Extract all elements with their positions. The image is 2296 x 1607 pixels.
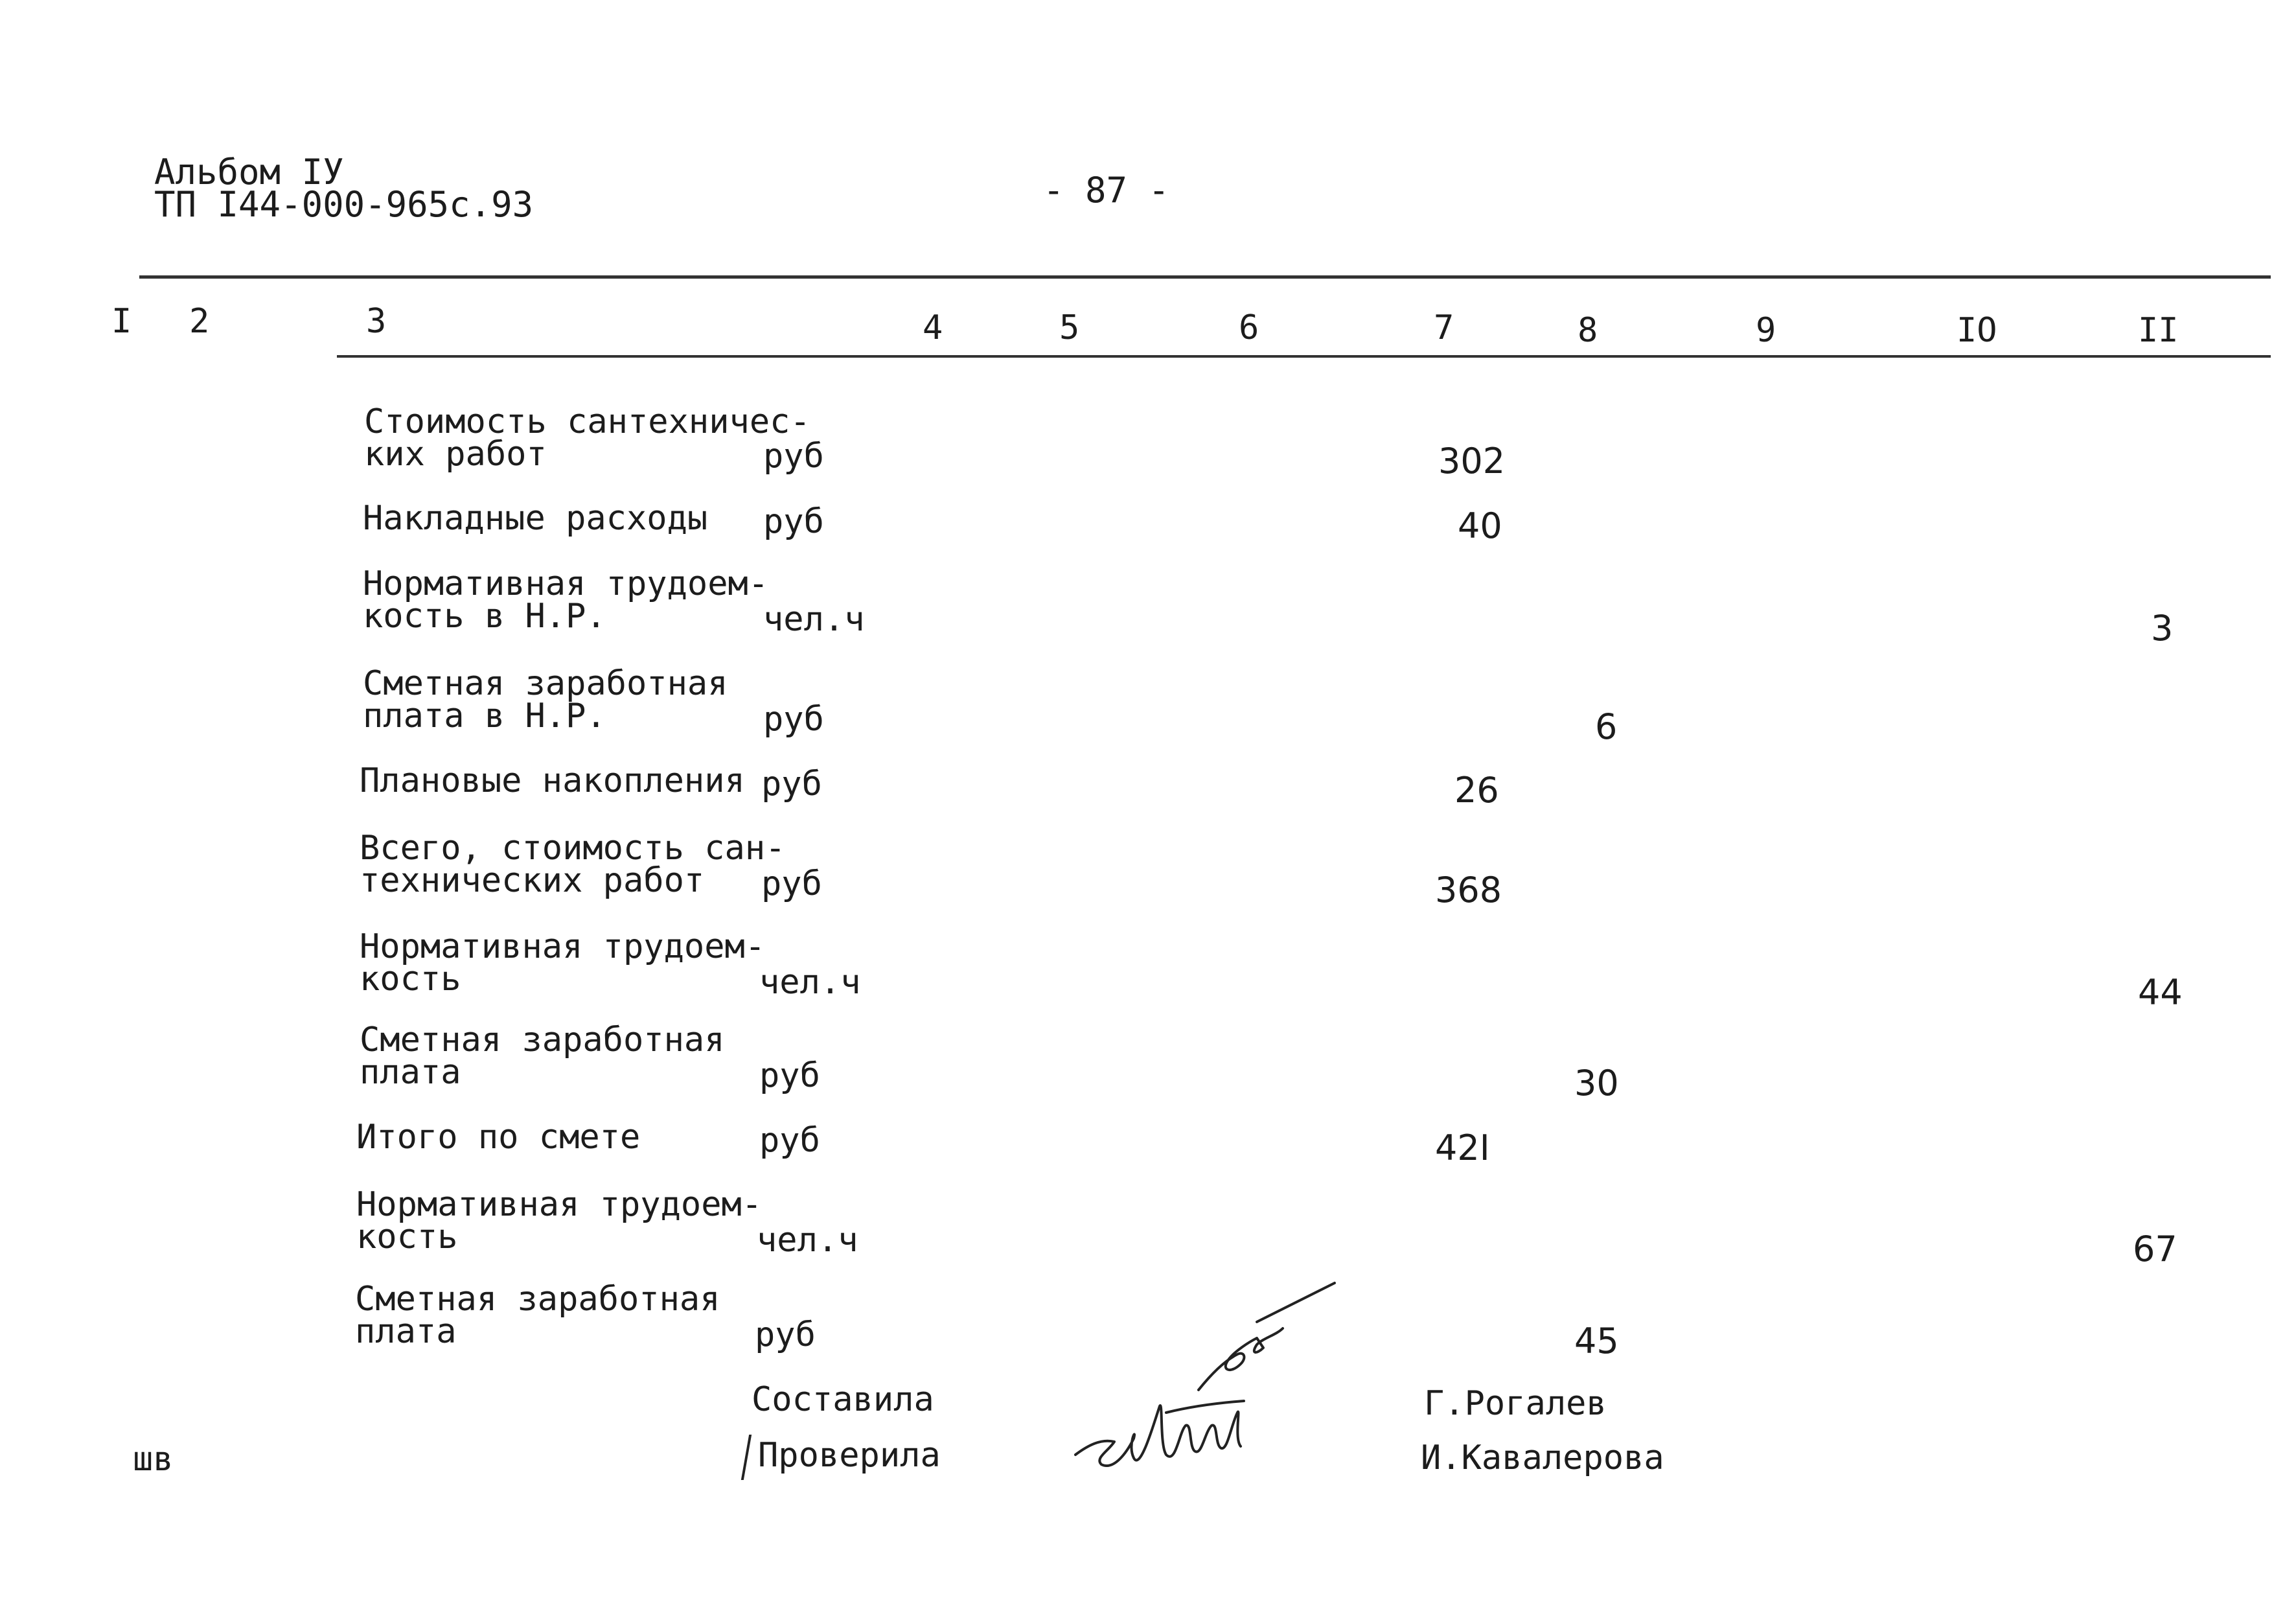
row-value: 368 xyxy=(1435,870,1502,910)
row-unit: чел.ч xyxy=(757,1221,858,1260)
row-unit: руб xyxy=(755,1315,816,1354)
signature-compiled xyxy=(1199,1283,1335,1390)
column-number: 8 xyxy=(1578,311,1598,350)
column-number: IO xyxy=(1957,311,1997,350)
column-number: I xyxy=(111,302,132,341)
row-value: 30 xyxy=(1574,1063,1619,1104)
row-label: Сметная заработная плата xyxy=(360,1021,725,1092)
footer-mark: шв xyxy=(133,1440,174,1479)
table-header-rule xyxy=(337,355,2271,358)
album-title: Альбом IУ xyxy=(154,152,344,192)
row-unit: руб xyxy=(761,765,822,804)
page-number: - 87 - xyxy=(1043,170,1170,211)
row-label: Нормативная трудоем- кость xyxy=(360,927,766,999)
signature-checked xyxy=(1075,1401,1244,1466)
row-unit: руб xyxy=(763,700,824,739)
row-label: Накладные расходы xyxy=(363,499,708,538)
column-number: 9 xyxy=(1756,311,1776,350)
row-label: Сметная заработная плата xyxy=(355,1280,720,1351)
document-code: ТП I44-000-965с.93 xyxy=(154,184,534,225)
row-label: Плановые накопления xyxy=(360,761,745,800)
row-value: 6 xyxy=(1595,706,1618,747)
row-label: Стоимость сантехничес- ких работ xyxy=(364,402,810,474)
row-unit: руб xyxy=(759,1121,820,1160)
row-value: 45 xyxy=(1574,1321,1619,1361)
column-number: 6 xyxy=(1239,308,1259,347)
row-value: 44 xyxy=(2138,972,2183,1013)
row-value: 42I xyxy=(1435,1127,1490,1168)
column-number: 5 xyxy=(1059,308,1080,347)
row-label: Итого по смете xyxy=(356,1118,641,1157)
row-value: 3 xyxy=(2151,608,2174,649)
compiled-by-name: Г.Рогалев xyxy=(1424,1384,1607,1423)
column-number: 4 xyxy=(923,308,943,347)
row-label: Всего, стоимость сан- технических работ xyxy=(360,829,786,900)
row-value: 40 xyxy=(1458,505,1502,546)
row-label: Сметная заработная плата в Н.Р. xyxy=(363,664,728,735)
row-unit: чел.ч xyxy=(759,963,861,1002)
row-label: Нормативная трудоем- кость xyxy=(356,1185,763,1256)
row-unit: руб xyxy=(759,1056,820,1095)
checked-by-label: Проверила xyxy=(745,1435,941,1480)
row-value: 302 xyxy=(1438,441,1506,481)
row-unit: чел.ч xyxy=(763,600,865,639)
row-unit: руб xyxy=(761,864,822,903)
compiled-by-label: Составила xyxy=(752,1380,934,1419)
row-label: Нормативная трудоем- кость в Н.Р. xyxy=(363,564,769,636)
column-number: 2 xyxy=(189,302,210,341)
row-unit: руб xyxy=(763,502,824,541)
row-unit: руб xyxy=(763,437,824,476)
row-value: 26 xyxy=(1454,770,1499,811)
column-number: 3 xyxy=(366,302,387,341)
row-value: 67 xyxy=(2133,1229,2177,1269)
vertical-stroke-mark xyxy=(741,1435,759,1480)
table-top-rule xyxy=(139,275,2271,279)
handwritten-signatures xyxy=(1062,1277,1348,1490)
column-number: II xyxy=(2138,311,2179,350)
checked-by-name: И.Кавалерова xyxy=(1421,1439,1664,1477)
column-number: 7 xyxy=(1434,308,1454,347)
